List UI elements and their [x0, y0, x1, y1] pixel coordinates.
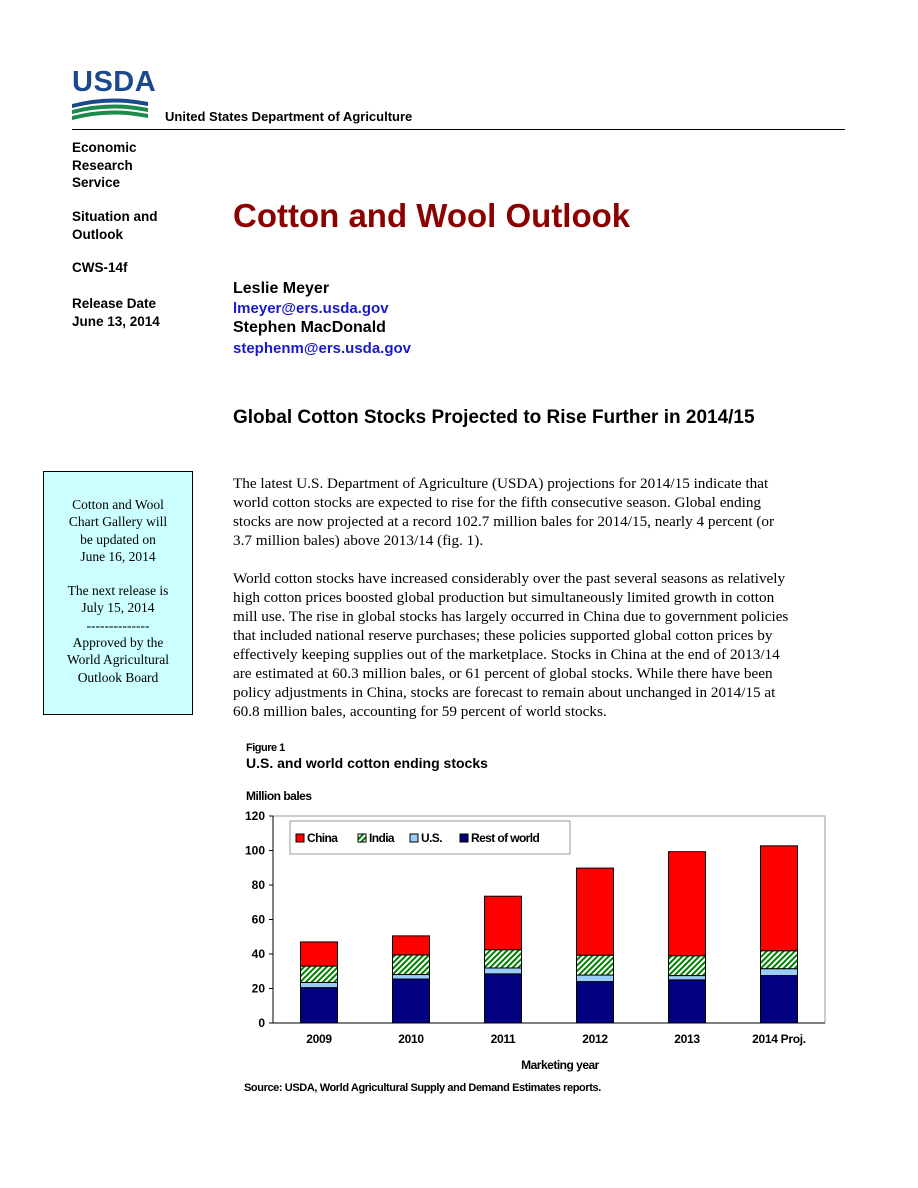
text-line: effectively keeping supplies out of the marketplace. Stocks in China at the end of 2013/14: [233, 646, 780, 663]
text-line: The latest U.S. Department of Agriculture (USDA) projections for 2014/15 indicate that: [233, 475, 769, 492]
legend-label: India: [369, 831, 395, 845]
body-paragraph-1: [233, 474, 843, 550]
notice-line: The next release is: [67, 583, 169, 599]
body-paragraph-2: [233, 569, 843, 721]
bar-segment-china: [393, 936, 430, 955]
chart-legend: [290, 821, 570, 854]
usda-logo-text: USDA: [72, 66, 157, 98]
bar-segment-u-s: [577, 975, 614, 982]
report-code: CWS-14f: [72, 260, 128, 275]
bar-segment-india: [761, 951, 798, 969]
y-tick-label: 20: [251, 981, 265, 996]
release-notice-box: [43, 471, 193, 715]
legend-swatch: [358, 834, 366, 842]
text-line: stocks are now projected at a record 102.7 million bales for 2014/15, nearly 4 percent (or: [233, 513, 775, 530]
author-email-link[interactable]: lmeyer@ers.usda.gov: [233, 300, 389, 317]
bar-segment-u-s: [393, 975, 430, 979]
text-line: 60.8 million bales, accounting for 59 percent of world stocks.: [233, 703, 607, 720]
y-tick-label: 60: [251, 912, 265, 927]
header-divider: [72, 129, 845, 130]
agency-line: Economic: [72, 140, 137, 155]
bar-segment-china: [301, 942, 338, 966]
x-tick-label: 2009: [306, 1032, 332, 1046]
bar-segment-china: [761, 846, 798, 951]
usda-logo-hills-icon: [72, 96, 148, 122]
series-line: Outlook: [72, 226, 123, 242]
figure-source: Source: USDA, World Agricultural Supply and Demand Estimates reports.: [244, 1082, 601, 1094]
bar-segment-india: [485, 950, 522, 968]
bar-segment-china: [577, 868, 614, 955]
x-tick-label: 2010: [398, 1032, 424, 1046]
legend-label: China: [307, 831, 338, 845]
notice-line: July 15, 2014: [81, 600, 155, 616]
bar-segment-rest-of-world: [669, 980, 706, 1023]
bar-segment-u-s: [301, 982, 338, 987]
bar-segment-rest-of-world: [761, 976, 798, 1023]
bar-segment-india: [669, 956, 706, 976]
y-tick-label: 80: [251, 878, 265, 892]
notice-line: be updated on: [80, 531, 156, 547]
notice-line: Chart Gallery will: [68, 514, 168, 530]
stocks-bar-chart: [230, 785, 840, 1080]
legend-swatch: [296, 834, 304, 842]
legend-label: Rest of world: [471, 831, 540, 845]
text-line: high cotton prices boosted global production but simultaneously limited growth in cotton: [233, 589, 775, 606]
y-tick-label: 0: [258, 1016, 265, 1030]
series-line: Situation and: [72, 209, 158, 224]
agency-line: Research: [72, 157, 133, 173]
y-tick-label: 120: [244, 809, 265, 823]
report-series: [72, 208, 158, 243]
notice-line: Approved by the: [72, 635, 164, 651]
legend-swatch: [460, 834, 468, 842]
text-line: that included national reserve purchases; these policies supported global cotton prices by: [233, 627, 773, 644]
x-tick-label: 2011: [490, 1032, 516, 1046]
bar-segment-u-s: [485, 968, 522, 974]
x-tick-label: 2014 Proj.: [752, 1032, 806, 1046]
x-tick-label: 2013: [674, 1032, 700, 1046]
x-axis-label: Marketing year: [521, 1058, 599, 1072]
y-tick-label: 100: [244, 843, 265, 858]
section-heading: Global Cotton Stocks Projected to Rise Further in 2014/15: [233, 407, 755, 428]
page-title: Cotton and Wool Outlook: [233, 197, 631, 234]
y-axis-label: Million bales: [246, 789, 312, 803]
agency-name: [72, 139, 137, 192]
figure-label: Figure 1: [246, 742, 285, 754]
text-line: mill use. The rise in global stocks has largely occurred in China due to government policies: [233, 608, 789, 625]
department-name: United States Department of Agriculture: [165, 109, 413, 124]
release-label: Release Date: [72, 296, 157, 311]
x-tick-label: 2012: [582, 1032, 608, 1046]
text-line: 3.7 million bales) above 2013/14 (fig. 1).: [233, 532, 484, 549]
agency-line: Service: [72, 175, 121, 190]
bar-segment-china: [485, 896, 522, 949]
bar-segment-rest-of-world: [393, 979, 430, 1023]
release-value: June 13, 2014: [72, 313, 160, 329]
author-name: Leslie Meyer: [233, 280, 330, 297]
bar-segment-india: [393, 955, 430, 975]
notice-line: Outlook Board: [77, 669, 159, 685]
text-line: policy adjustments in China, stocks are forecast to remain about unchanged in 2014/15 at: [233, 684, 776, 701]
text-line: world cotton stocks are expected to rise for the fifth consecutive season. Global ending: [233, 494, 762, 511]
bar-segment-u-s: [669, 976, 706, 980]
notice-line: Cotton and Wool: [72, 497, 164, 512]
bar-segment-china: [669, 852, 706, 956]
bar-segment-rest-of-world: [577, 982, 614, 1023]
author-email-link[interactable]: stephenm@ers.usda.gov: [233, 340, 412, 357]
y-tick-label: 40: [251, 947, 265, 961]
legend-swatch: [410, 834, 418, 842]
text-line: World cotton stocks have increased considerably over the past several seasons as relatively: [233, 570, 786, 587]
bar-segment-india: [577, 955, 614, 975]
usda-logo: [72, 66, 157, 124]
notice-line: June 16, 2014: [80, 548, 156, 564]
bar-segment-u-s: [761, 969, 798, 976]
bar-segment-india: [301, 966, 338, 982]
author-name: Stephen MacDonald: [233, 319, 386, 336]
bar-segment-rest-of-world: [301, 988, 338, 1023]
figure-title: U.S. and world cotton ending stocks: [246, 755, 488, 771]
release-date: [72, 295, 160, 330]
legend-label: U.S.: [421, 831, 442, 845]
notice-line: World Agricultural: [66, 652, 169, 668]
bar-segment-rest-of-world: [485, 974, 522, 1023]
text-line: are estimated at 60.3 million bales, or 61 percent of global stocks. While there have been: [233, 665, 773, 682]
notice-line: --------------: [86, 617, 150, 633]
